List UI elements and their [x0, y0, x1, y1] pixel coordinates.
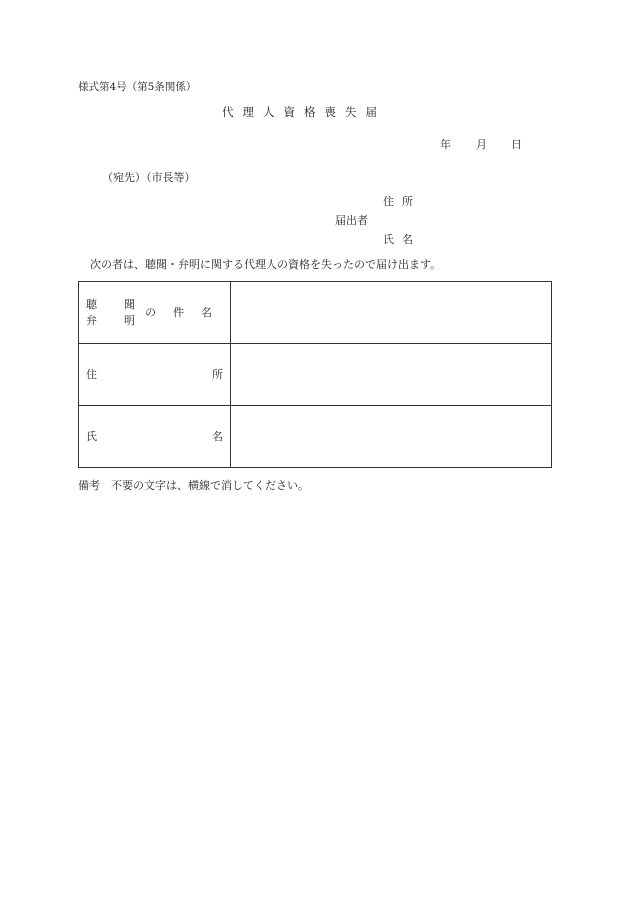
table-row-name — [79, 406, 552, 468]
table-row-address — [79, 344, 552, 406]
form-number: 様式第4号（第5条関係） — [78, 81, 197, 93]
remarks-note: 備考 不要の文字は、横線で消してください。 — [78, 479, 309, 492]
page-title: 代理人資格喪失届 — [222, 105, 386, 119]
case-label-char: 弁 — [86, 314, 97, 327]
address-label-left: 住 — [86, 368, 97, 381]
applicant-label: 届出者 — [335, 214, 368, 227]
date-month-label: 月 — [476, 138, 487, 151]
address-label-cell — [79, 344, 231, 406]
addressee: （宛先）（市長等） — [102, 171, 196, 184]
case-name-label-cell — [79, 282, 231, 344]
statement-text: 次の者は、聴聞・弁明に関する代理人の資格を失ったので届け出ます。 — [90, 258, 442, 271]
address-label-right: 所 — [212, 368, 223, 381]
name-label-right: 名 — [212, 430, 223, 443]
address-field[interactable] — [231, 344, 552, 406]
date-year-label: 年 — [440, 138, 451, 151]
case-label-char: 聴 — [86, 298, 97, 311]
applicant-address-label: 住所 — [383, 195, 421, 208]
name-field[interactable] — [231, 406, 552, 468]
case-label-rest: の件名 — [145, 306, 229, 319]
applicant-name-label: 氏名 — [383, 233, 421, 246]
name-label-left: 氏 — [86, 430, 97, 443]
case-label-char: 聞 — [124, 298, 135, 311]
case-label-char: 明 — [124, 314, 135, 327]
table-row-case — [79, 282, 552, 344]
case-name-field[interactable] — [231, 282, 552, 344]
date-day-label: 日 — [511, 138, 522, 151]
name-label-cell — [79, 406, 231, 468]
info-table — [78, 281, 552, 468]
